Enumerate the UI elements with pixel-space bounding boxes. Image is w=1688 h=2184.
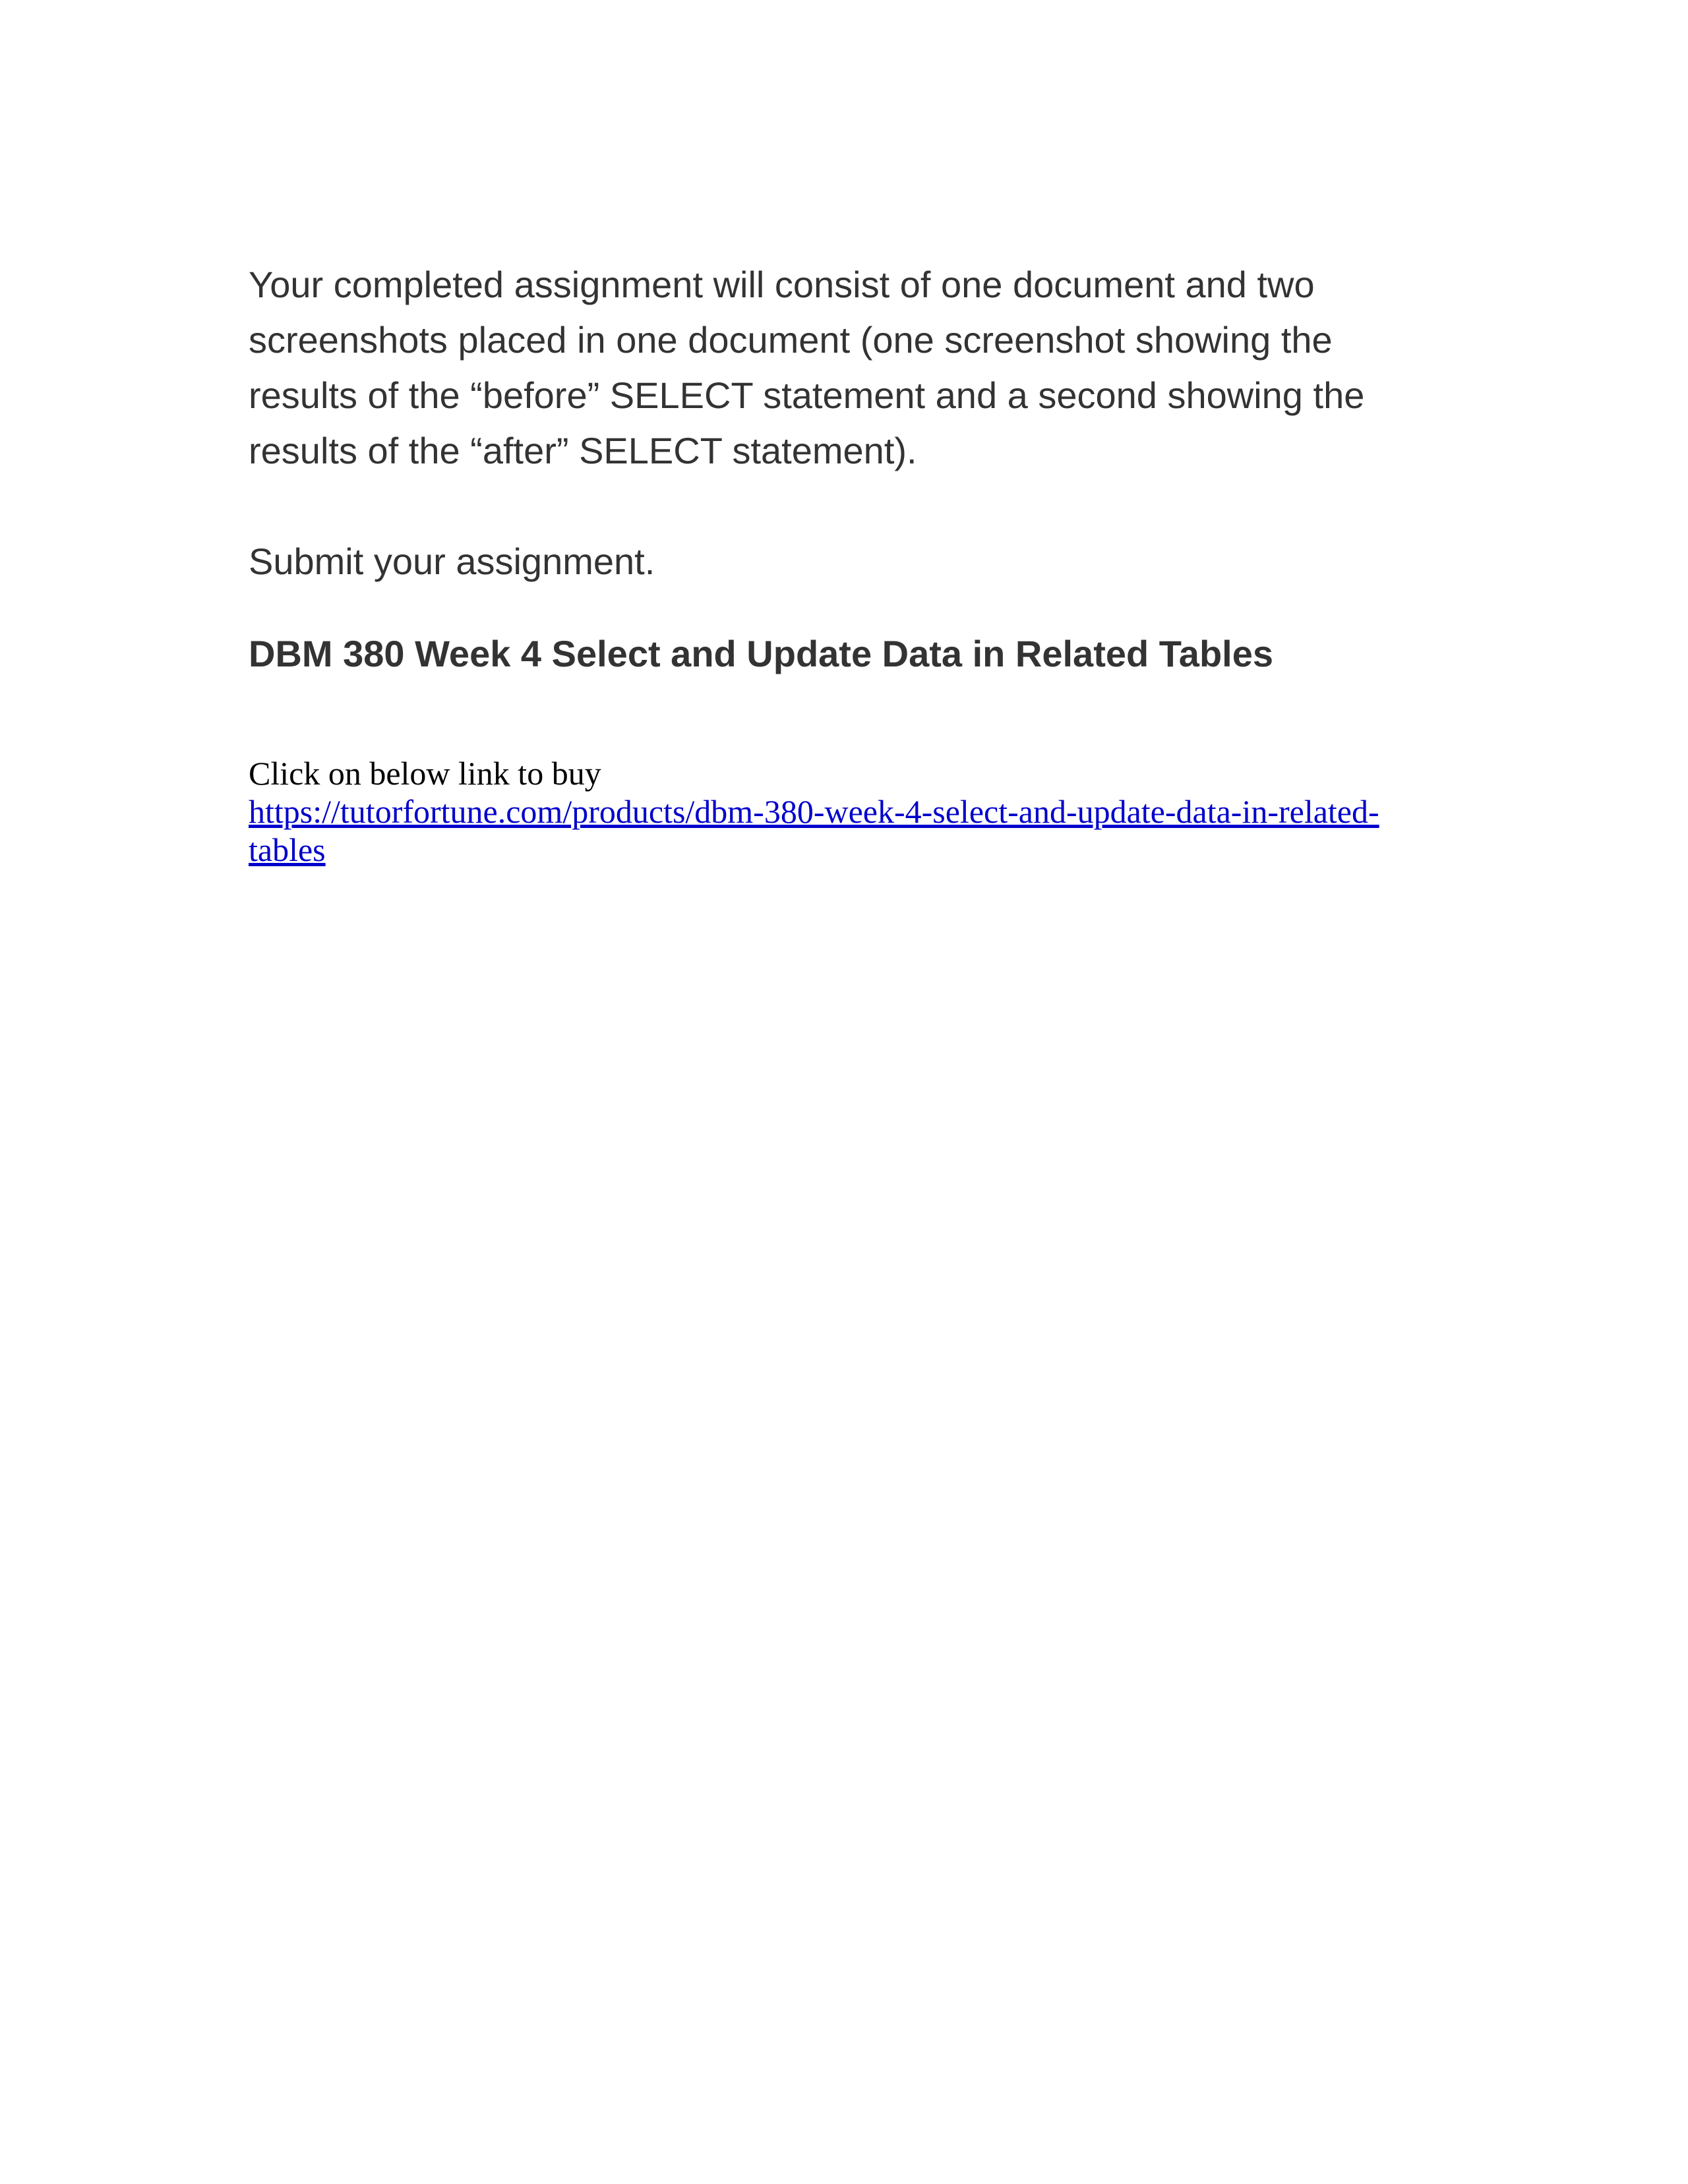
product-link[interactable]: https://tutorfortune.com/products/dbm-380-week-4-select-and-update-data-in-related- tables — [249, 793, 1379, 868]
buy-section — [249, 754, 1488, 869]
assignment-heading: DBM 380 Week 4 Select and Update Data in Related Tables — [249, 633, 1273, 674]
document-content — [249, 257, 1488, 869]
buy-label: Click on below link to buy — [249, 755, 601, 792]
submit-instruction: Submit your assignment. — [249, 541, 655, 582]
intro-paragraph: Your completed assignment will consist of one document and two screenshots placed in one document (one screenshot showing the results of the “before” SELECT statement and a second showing the results of the “after” SELECT statement). — [249, 264, 1365, 471]
